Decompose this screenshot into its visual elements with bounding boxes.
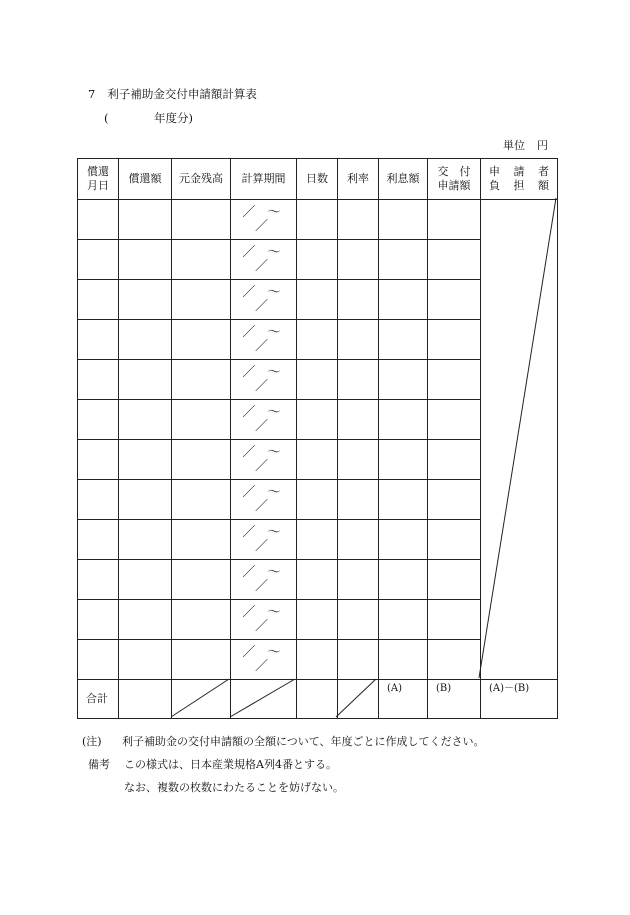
calc-period-cell[interactable]	[231, 200, 297, 240]
rate-cell[interactable]	[338, 400, 379, 440]
total-label: 合計	[78, 680, 119, 719]
interest-cell[interactable]	[379, 480, 428, 520]
period-placeholder: ／ ～ ／	[242, 204, 285, 234]
header-days: 日数	[297, 159, 338, 200]
interest-cell[interactable]	[379, 560, 428, 600]
applicant-burden-merged-cell	[481, 200, 558, 680]
total-grant-request-cell[interactable]	[428, 680, 481, 719]
calc-period-cell[interactable]	[231, 480, 297, 520]
principal-balance-cell[interactable]	[172, 400, 231, 440]
days-cell[interactable]	[297, 600, 338, 640]
unit-indicator	[503, 137, 548, 153]
total-rate-cell	[338, 680, 379, 719]
total-applicant-burden-cell[interactable]	[481, 680, 558, 719]
total-repay-amount-cell[interactable]	[119, 680, 172, 719]
repay-month-cell[interactable]	[78, 640, 119, 680]
repay-amount-cell[interactable]	[119, 320, 172, 360]
days-cell[interactable]	[297, 360, 338, 400]
repay-month-cell[interactable]	[78, 240, 119, 280]
grant-request-cell[interactable]	[428, 360, 481, 400]
grant-request-cell[interactable]	[428, 400, 481, 440]
repay-amount-cell[interactable]	[119, 600, 172, 640]
repay-month-cell[interactable]	[78, 600, 119, 640]
repay-amount-cell[interactable]	[119, 400, 172, 440]
days-cell[interactable]	[297, 200, 338, 240]
repay-amount-cell[interactable]	[119, 240, 172, 280]
days-cell[interactable]	[297, 400, 338, 440]
table-row	[78, 200, 558, 240]
principal-balance-cell[interactable]	[172, 440, 231, 480]
grant-request-cell[interactable]	[428, 240, 481, 280]
remark-text-1: この様式は、日本産業規格A列4番とする。	[124, 758, 337, 771]
calc-period-cell[interactable]	[231, 320, 297, 360]
period-placeholder: ／ ～ ／	[242, 364, 285, 394]
total-calc-period-cell	[231, 680, 297, 719]
total-row	[78, 680, 558, 719]
total-mark-a-minus-b: (A)－(B)	[489, 683, 530, 694]
principal-balance-cell[interactable]	[172, 600, 231, 640]
rate-cell[interactable]	[338, 360, 379, 400]
interest-cell[interactable]	[379, 600, 428, 640]
repay-month-cell[interactable]	[78, 200, 119, 240]
rate-cell[interactable]	[338, 320, 379, 360]
principal-balance-cell[interactable]	[172, 280, 231, 320]
repay-month-cell[interactable]	[78, 320, 119, 360]
repay-amount-cell[interactable]	[119, 440, 172, 480]
form-title	[88, 86, 257, 102]
fiscal-year-open-paren: (	[104, 111, 109, 125]
days-cell[interactable]	[297, 440, 338, 480]
principal-balance-cell[interactable]	[172, 320, 231, 360]
period-placeholder: ／ ～ ／	[242, 484, 285, 514]
repay-month-cell[interactable]	[78, 360, 119, 400]
rate-cell[interactable]	[338, 200, 379, 240]
interest-cell[interactable]	[379, 640, 428, 680]
days-cell[interactable]	[297, 280, 338, 320]
header-interest: 利息額	[379, 159, 428, 200]
grant-request-cell[interactable]	[428, 440, 481, 480]
total-principal-balance-cell	[172, 680, 231, 719]
header-repay-month: 償還 月日	[78, 159, 119, 200]
principal-balance-cell[interactable]	[172, 640, 231, 680]
unit-label: 単位	[503, 139, 525, 152]
section-number: 7	[88, 87, 96, 101]
total-days-cell[interactable]	[297, 680, 338, 719]
calc-period-cell[interactable]	[231, 600, 297, 640]
header-grant-request: 交 付 申請額	[428, 159, 481, 200]
title-text: 利子補助金交付申請額計算表	[107, 87, 257, 101]
period-placeholder: ／ ～ ／	[242, 244, 285, 274]
days-cell[interactable]	[297, 480, 338, 520]
interest-cell[interactable]	[379, 240, 428, 280]
repay-month-cell[interactable]	[78, 480, 119, 520]
calc-period-cell[interactable]	[231, 360, 297, 400]
repay-amount-cell[interactable]	[119, 520, 172, 560]
grant-request-cell[interactable]	[428, 520, 481, 560]
period-placeholder: ／ ～ ／	[242, 564, 285, 594]
grant-request-cell[interactable]	[428, 600, 481, 640]
period-placeholder: ／ ～ ／	[242, 644, 285, 674]
rate-cell[interactable]	[338, 280, 379, 320]
rate-cell[interactable]	[338, 480, 379, 520]
interest-cell[interactable]	[379, 400, 428, 440]
header-principal-balance: 元金残高	[172, 159, 231, 200]
calc-period-cell[interactable]	[231, 400, 297, 440]
fiscal-year-label: 年度分)	[154, 111, 193, 125]
principal-balance-cell[interactable]	[172, 360, 231, 400]
remark-line-1	[88, 756, 337, 772]
fiscal-year-line	[104, 110, 193, 126]
period-placeholder: ／ ～ ／	[242, 324, 285, 354]
header-applicant-burden: 申 請 者 負 担 額	[481, 159, 558, 200]
note-text: 利子補助金の交付申請額の全額について、年度ごとに作成してください。	[122, 735, 485, 748]
repay-amount-cell[interactable]	[119, 480, 172, 520]
calc-period-cell[interactable]	[231, 560, 297, 600]
principal-balance-cell[interactable]	[172, 520, 231, 560]
repay-amount-cell[interactable]	[119, 360, 172, 400]
header-repay-amount: 償還額	[119, 159, 172, 200]
total-mark-b: (B)	[436, 683, 452, 694]
repay-amount-cell[interactable]	[119, 640, 172, 680]
calc-period-cell[interactable]	[231, 240, 297, 280]
grant-request-cell[interactable]	[428, 640, 481, 680]
period-placeholder: ／ ～ ／	[242, 524, 285, 554]
repay-amount-cell[interactable]	[119, 280, 172, 320]
repay-month-cell[interactable]	[78, 400, 119, 440]
rate-cell[interactable]	[338, 440, 379, 480]
interest-cell[interactable]	[379, 360, 428, 400]
remark-tag: 備考	[88, 758, 110, 771]
period-placeholder: ／ ～ ／	[242, 284, 285, 314]
header-rate: 利率	[338, 159, 379, 200]
period-placeholder: ／ ～ ／	[242, 444, 285, 474]
interest-cell[interactable]	[379, 280, 428, 320]
days-cell[interactable]	[297, 520, 338, 560]
interest-cell[interactable]	[379, 200, 428, 240]
principal-balance-cell[interactable]	[172, 560, 231, 600]
calc-period-cell[interactable]	[231, 520, 297, 560]
rate-cell[interactable]	[338, 600, 379, 640]
rate-cell[interactable]	[338, 640, 379, 680]
interest-cell[interactable]	[379, 520, 428, 560]
calc-period-cell[interactable]	[231, 640, 297, 680]
principal-balance-cell[interactable]	[172, 240, 231, 280]
repay-month-cell[interactable]	[78, 560, 119, 600]
principal-balance-cell[interactable]	[172, 480, 231, 520]
rate-cell[interactable]	[338, 560, 379, 600]
rate-cell[interactable]	[338, 240, 379, 280]
repay-month-cell[interactable]	[78, 520, 119, 560]
calc-period-cell[interactable]	[231, 440, 297, 480]
header-calc-period: 計算期間	[231, 159, 297, 200]
remark-line-2: なお、複数の枚数にわたることを妨げない。	[124, 781, 344, 794]
unit-value: 円	[537, 139, 548, 152]
rate-cell[interactable]	[338, 520, 379, 560]
period-placeholder: ／ ～ ／	[242, 404, 285, 434]
interest-cell[interactable]	[379, 440, 428, 480]
grant-request-cell[interactable]	[428, 280, 481, 320]
note-line	[82, 733, 485, 749]
days-cell[interactable]	[297, 320, 338, 360]
header-row	[78, 159, 558, 200]
interest-cell[interactable]	[379, 320, 428, 360]
grant-request-cell[interactable]	[428, 480, 481, 520]
grant-request-cell[interactable]	[428, 200, 481, 240]
days-cell[interactable]	[297, 240, 338, 280]
total-mark-a: (A)	[387, 683, 403, 694]
days-cell[interactable]	[297, 640, 338, 680]
period-placeholder: ／ ～ ／	[242, 604, 285, 634]
total-interest-cell[interactable]	[379, 680, 428, 719]
note-tag: (注)	[82, 735, 102, 748]
repay-amount-cell[interactable]	[119, 200, 172, 240]
days-cell[interactable]	[297, 560, 338, 600]
grant-request-cell[interactable]	[428, 560, 481, 600]
grant-request-cell[interactable]	[428, 320, 481, 360]
repay-month-cell[interactable]	[78, 280, 119, 320]
calc-period-cell[interactable]	[231, 280, 297, 320]
principal-balance-cell[interactable]	[172, 200, 231, 240]
interest-calculation-table	[77, 158, 558, 719]
repay-month-cell[interactable]	[78, 440, 119, 480]
repay-amount-cell[interactable]	[119, 560, 172, 600]
